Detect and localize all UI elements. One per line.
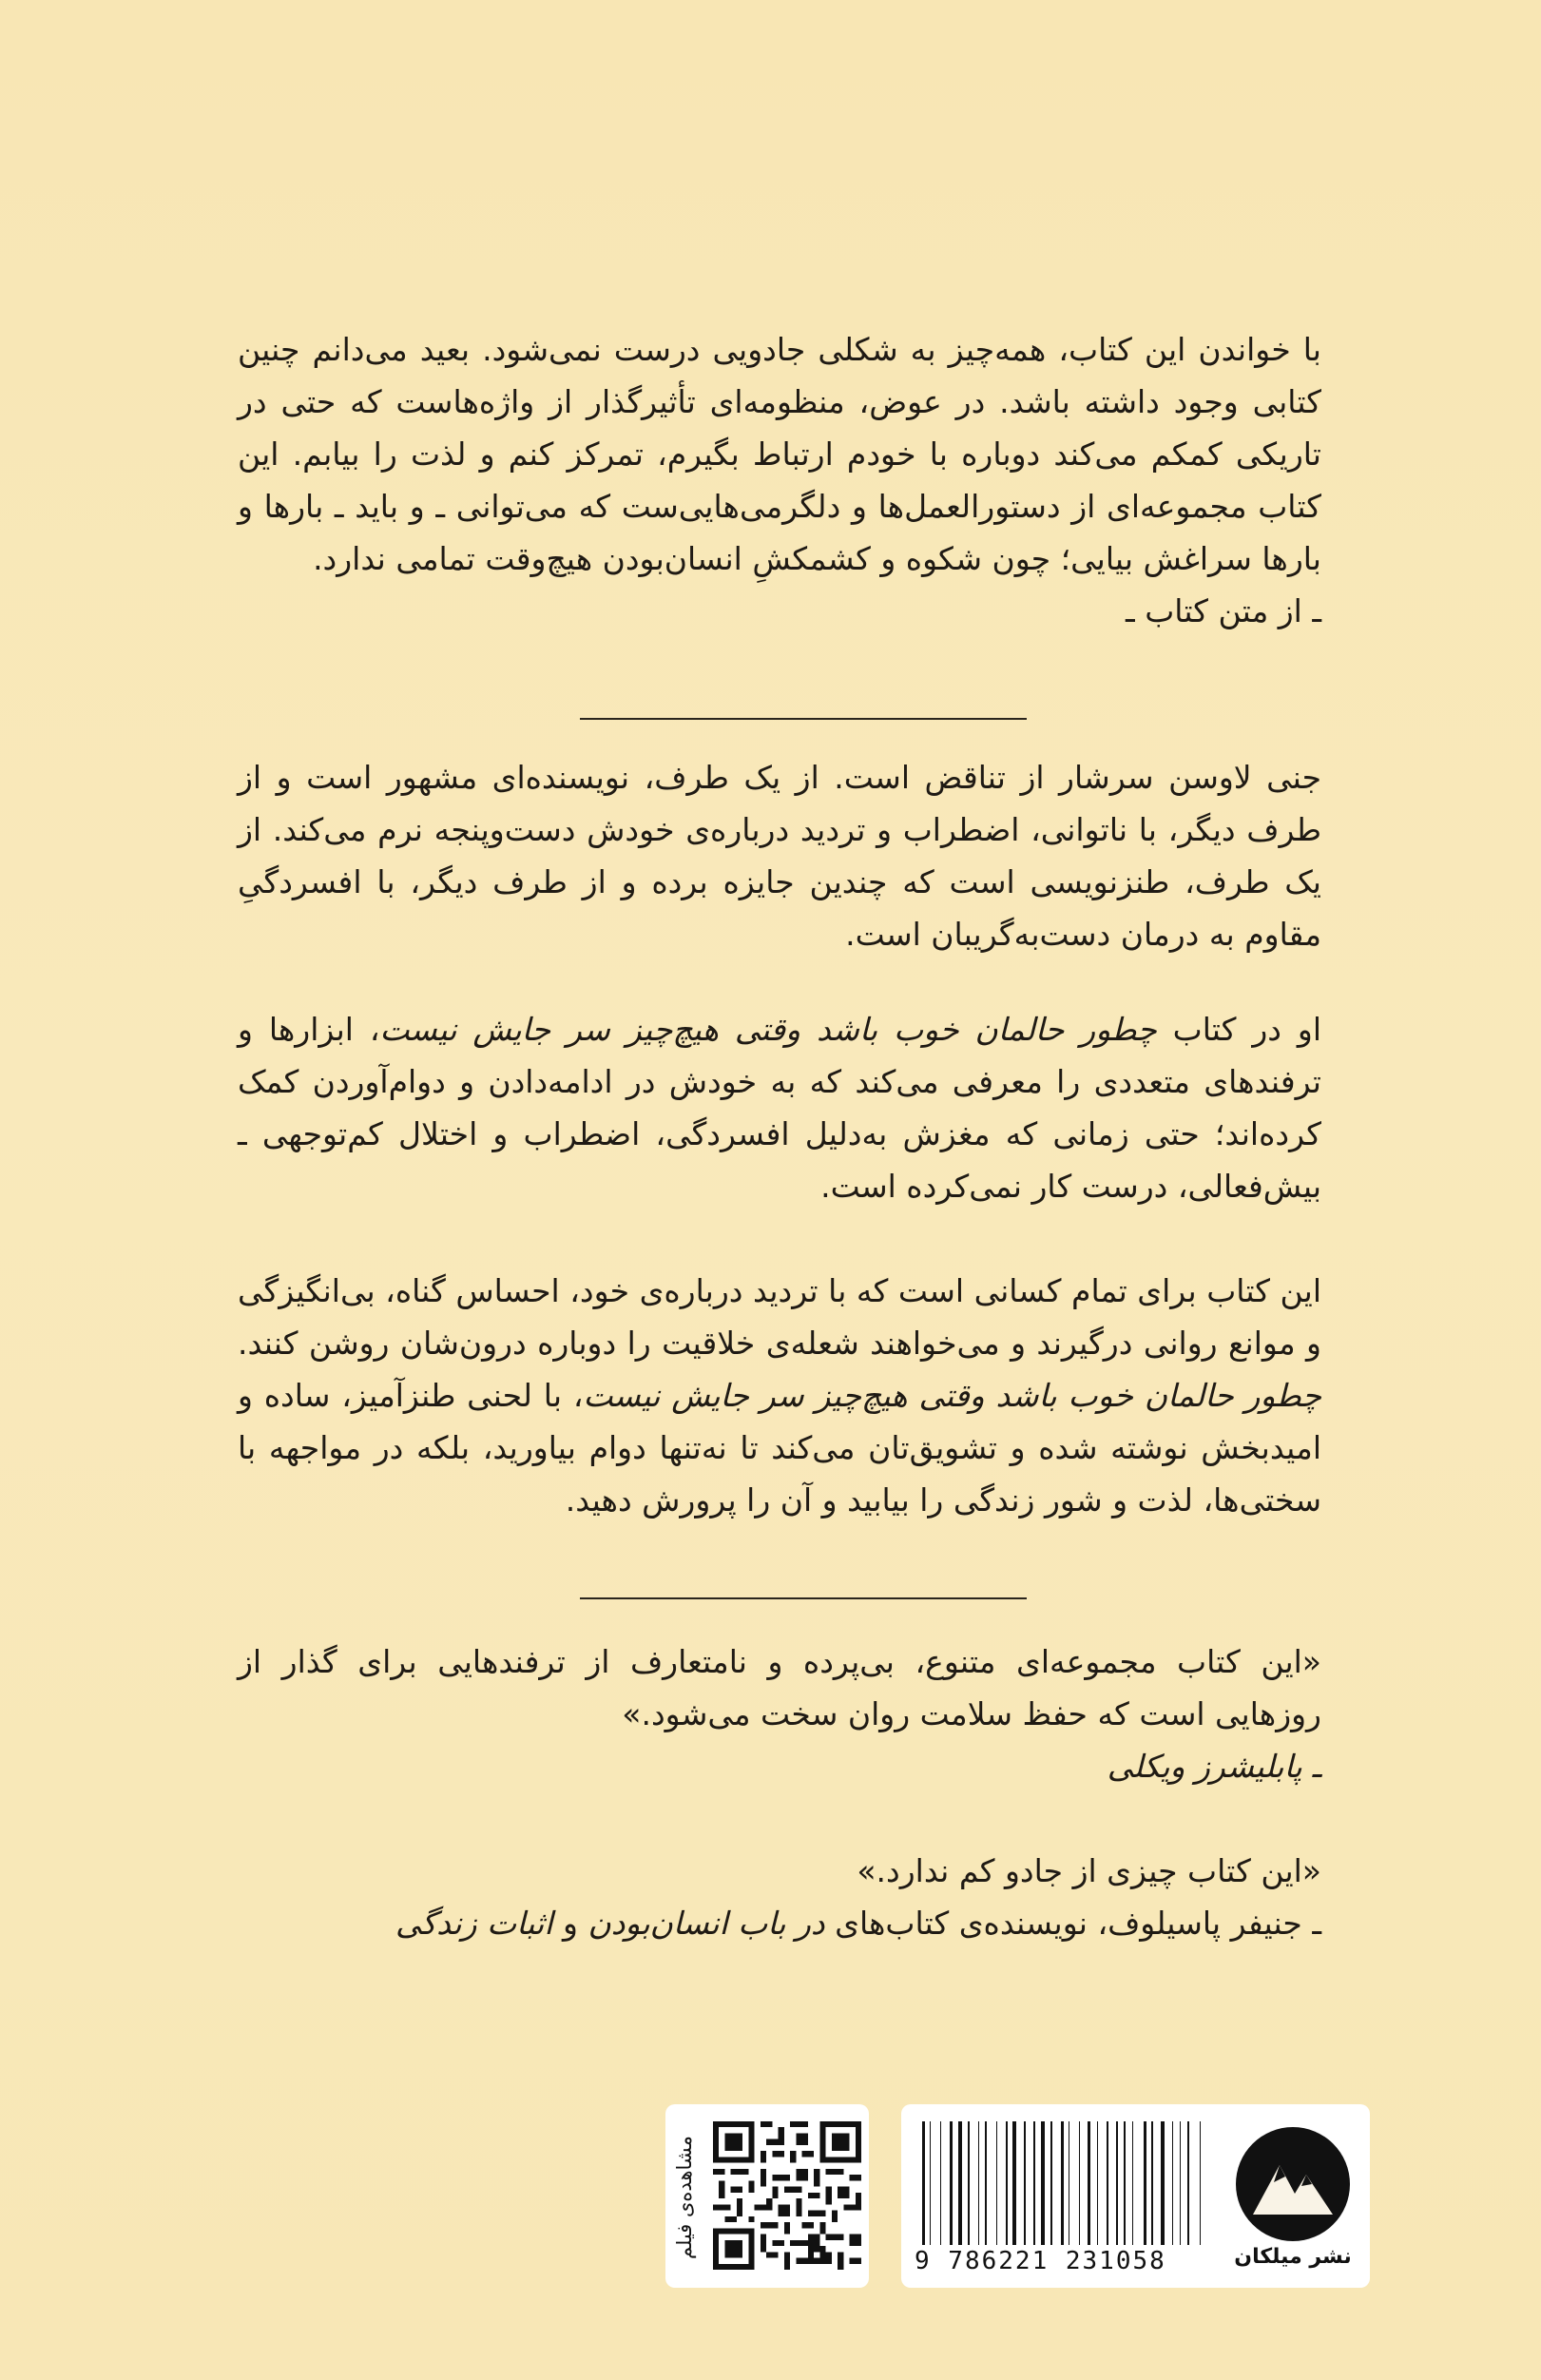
mountains-icon [1236, 2127, 1350, 2241]
barcode-bar [954, 2121, 955, 2245]
barcode-bar [926, 2121, 927, 2245]
barcode-bar [1050, 2121, 1051, 2245]
barcode-bar [1041, 2121, 1045, 2245]
barcode-bar [1203, 2121, 1205, 2245]
about-text-2 [238, 1003, 1321, 1212]
barcode-bar [1049, 2121, 1050, 2245]
barcode-bar [1091, 2121, 1094, 2245]
barcode-bar [1187, 2121, 1190, 2245]
about-3-start: این کتاب برای تمام کسانی است که با تردید درباره‌ی خود، احساس گناه، بی‌انگیزگی و موانع روانی درگیرند و می‌خواهند شعله‌ی خلاقیت را دوباره درون‌شان روشن کنند. [238, 1272, 1321, 1362]
barcode-bar [930, 2121, 931, 2245]
barcode-bar [1006, 2121, 1007, 2245]
barcode-bar [1024, 2121, 1025, 2245]
barcode-bar [1054, 2121, 1057, 2245]
barcode-bar [1102, 2121, 1106, 2245]
barcode-bar [1012, 2121, 1016, 2245]
barcode-bar [1073, 2121, 1077, 2245]
quote-2-book-2: اثبات زندگی [395, 1905, 553, 1942]
quote-1-source: ـ پابلیشرز ویکلی [1107, 1748, 1321, 1785]
quote-2-source-start: ـ جنیفر پاسیلوف، نویسنده‌ی کتاب‌های [824, 1905, 1321, 1942]
about-paragraph-1 [238, 751, 1321, 960]
barcode-bar [1037, 2121, 1038, 2245]
quote-2-book-1: در باب انسان‌بودن [588, 1905, 825, 1942]
barcode-bar [1132, 2121, 1133, 2245]
barcode-bar [1097, 2121, 1098, 2245]
about-2-end: ، ابزارها و ترفندهای متعددی را معرفی می‌کند که به خودش در ادامه‌دادن و دوام‌آوردن کمک کرده‌اند؛ حتی زمانی که مغزش به‌دلیل افسردگی، اضطراب و اختلال کم‌توجهی ـ بیش‌فعالی، درست کار نمی‌کرده است. [238, 1011, 1321, 1205]
barcode-bar [1116, 2121, 1119, 2245]
barcode-bar [985, 2121, 988, 2245]
barcode-bar [922, 2121, 925, 2245]
barcode-bar [978, 2121, 979, 2245]
barcode-bar [1065, 2121, 1066, 2245]
barcode-bar [1200, 2121, 1201, 2245]
barcode-bar [944, 2121, 947, 2245]
barcode-bar [972, 2121, 974, 2245]
barcode-bar [991, 2121, 994, 2245]
quote-2-source [238, 1897, 1321, 1949]
barcode-bar [1110, 2121, 1111, 2245]
barcode-bar [1028, 2121, 1029, 2245]
publisher-name: نشر میلکان [1234, 2245, 1352, 2269]
barcode-bar [1174, 2121, 1177, 2245]
barcode-bar [950, 2121, 953, 2245]
excerpt-block [238, 323, 1321, 637]
barcode-bar [1129, 2121, 1130, 2245]
about-3-end: ، با لحنی طنزآمیز، ساده و امیدبخش نوشته شده و تشویق‌تان می‌کند تا نه‌تنها دوام بیاورید، بلکه در مواجهه با سختی‌ها، لذت و شور زندگی را بیابید و آن را پرورش دهید. [238, 1377, 1321, 1519]
book-title-italic: چطور حالمان خوب باشد وقتی هیچ‌چیز سر جایش نیست [379, 1011, 1157, 1048]
about-paragraph-2 [238, 1003, 1321, 1212]
barcode-bar [981, 2121, 982, 2245]
barcode-bar [1156, 2121, 1159, 2245]
divider-top [580, 718, 1027, 720]
barcode-bar [1083, 2121, 1084, 2245]
qr-panel [665, 2104, 869, 2288]
about-text-3 [238, 1265, 1321, 1526]
barcode-bar [1172, 2121, 1173, 2245]
barcode-panel [901, 2104, 1370, 2288]
barcode-bar [968, 2121, 969, 2245]
barcode-bar [934, 2121, 938, 2245]
divider-bottom [580, 1597, 1027, 1599]
quote-2 [238, 1845, 1321, 1949]
quote-2-text: «این کتاب چیزی از جادو کم ندارد.» [857, 1852, 1321, 1889]
book-title-italic-2: چطور حالمان خوب باشد وقتی هیچ‌چیز سر جایش نیست [583, 1377, 1321, 1414]
excerpt-source: ـ از متن کتاب ـ [1126, 592, 1321, 629]
barcode-bar [1009, 2121, 1010, 2245]
barcode-bar [1166, 2121, 1167, 2245]
barcode-bar [1124, 2121, 1127, 2245]
barcode-bar [1000, 2121, 1003, 2245]
quote-2-and: و [552, 1905, 588, 1942]
barcode-bar [1151, 2121, 1152, 2245]
isbn-number: 9 786221 231058 [915, 2247, 1166, 2275]
barcode-bar [1033, 2121, 1036, 2245]
excerpt-text: با خواندن این کتاب، همه‌چیز به شکلی جادویی درست نمی‌شود. بعید می‌دانم چنین کتابی وجود داشته باشد. در عوض، منظومه‌ای تأثیرگذار از واژه‌هاست که حتی در تاریکی کمکم می‌کند دوباره با خودم ارتباط بگیرم، تمرکز کنم و لذت را بیابم. این کتاب مجموعه‌ای از دستورالعمل‌ها و دلگرمی‌هایی‌ست که می‌توانی ـ و باید ـ بارها و بارها سراغش بیایی؛ چون شکوه و کشمکشِ انسان‌بودن هیچ‌وقت تمامی ندارد. [238, 331, 1321, 577]
about-paragraph-3 [238, 1265, 1321, 1526]
barcode-bar [1192, 2121, 1196, 2245]
barcode-bar [1147, 2121, 1148, 2245]
about-text-1: جنی لاوسن سرشار از تناقض است. از یک طرف، نویسنده‌ای مشهور است و از طرف دیگر، با ناتوانی، اضطراب و تردید درباره‌ی خودش دست‌وپنجه نرم می‌کند. از یک طرف، طنزنویسی است که چندین جایزه برده و از طرف دیگر، با افسردگیِ مقاوم به درمان دست‌به‌گریبان است. [238, 759, 1321, 953]
barcode-bar [1180, 2121, 1181, 2245]
barcode-bar [940, 2121, 941, 2245]
barcode-bar [1161, 2121, 1165, 2245]
quote-1-text: «این کتاب مجموعه‌ای متنوع، بی‌پرده و نامتعارف از ترفندهایی برای گذار از روزهایی است که حفظ سلامت روان سخت می‌شود.» [238, 1643, 1321, 1732]
barcode-bar [1088, 2121, 1090, 2245]
quote-1 [238, 1635, 1321, 1792]
barcode-bar [1144, 2121, 1146, 2245]
barcode-bar [1020, 2121, 1023, 2245]
barcode-bar [1136, 2121, 1140, 2245]
qr-code-icon[interactable] [713, 2121, 861, 2270]
barcode-bar [966, 2121, 967, 2245]
barcode-bar [996, 2121, 997, 2245]
about-2-start: او در کتاب [1156, 1011, 1321, 1048]
barcode-bar [1061, 2121, 1064, 2245]
barcode-bar [958, 2121, 962, 2245]
barcode [922, 2121, 1207, 2245]
qr-label: مشاهده‌ی فیلم [673, 2136, 696, 2259]
barcode-bar [1107, 2121, 1108, 2245]
barcode-bar [1120, 2121, 1121, 2245]
barcode-bar [1079, 2121, 1080, 2245]
